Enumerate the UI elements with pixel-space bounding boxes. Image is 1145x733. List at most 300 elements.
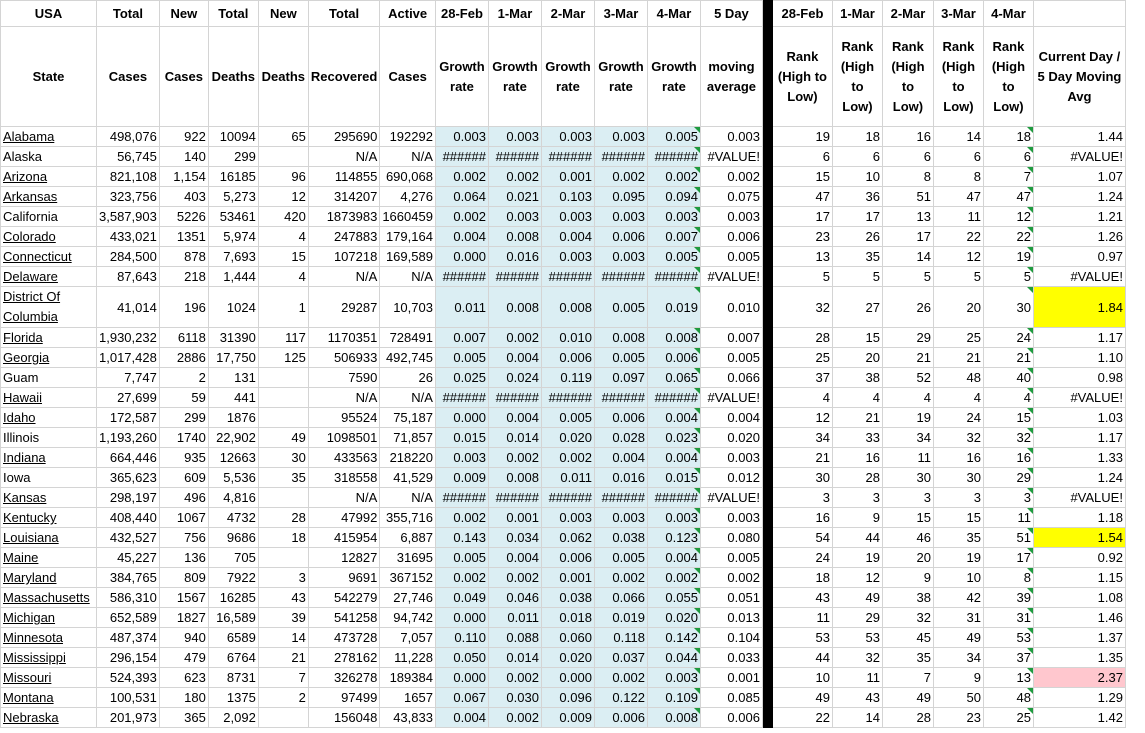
cell-rank-4mar[interactable]: 19 bbox=[983, 247, 1033, 267]
cell-rank-2mar[interactable]: 30 bbox=[882, 468, 933, 488]
cell-total-deaths[interactable]: 16285 bbox=[208, 588, 258, 608]
header-new-cases[interactable]: New bbox=[159, 1, 208, 27]
cell-current-vs-avg[interactable]: 0.98 bbox=[1033, 368, 1125, 388]
cell-moving-avg[interactable]: #VALUE! bbox=[700, 488, 762, 508]
cell-rank-3mar[interactable]: 32 bbox=[933, 428, 983, 448]
cell-growth-1mar[interactable]: 0.008 bbox=[488, 468, 541, 488]
cell-current-vs-avg[interactable]: 1.37 bbox=[1033, 628, 1125, 648]
subheader-growth-1mar[interactable]: Growth rate bbox=[488, 27, 541, 127]
subheader-growth-2mar[interactable]: Growth rate bbox=[541, 27, 594, 127]
cell-growth-28feb[interactable]: 0.005 bbox=[435, 548, 488, 568]
cell-rank-28feb[interactable]: 43 bbox=[772, 588, 832, 608]
cell-rank-3mar[interactable]: 23 bbox=[933, 708, 983, 728]
cell-rank-4mar[interactable]: 48 bbox=[983, 688, 1033, 708]
cell-rank-1mar[interactable]: 18 bbox=[832, 127, 882, 147]
cell-growth-3mar[interactable]: 0.118 bbox=[594, 628, 647, 648]
cell-current-vs-avg[interactable]: 1.03 bbox=[1033, 408, 1125, 428]
state-link[interactable]: Massachusetts bbox=[1, 588, 97, 608]
cell-growth-1mar[interactable]: 0.014 bbox=[488, 428, 541, 448]
cell-new-deaths[interactable]: 96 bbox=[258, 167, 308, 187]
header-growth-28feb[interactable]: 28-Feb bbox=[435, 1, 488, 27]
cell-rank-4mar[interactable]: 18 bbox=[983, 127, 1033, 147]
cell-moving-avg[interactable]: 0.033 bbox=[700, 648, 762, 668]
cell-current-vs-avg[interactable]: 1.44 bbox=[1033, 127, 1125, 147]
cell-total-cases[interactable]: 27,699 bbox=[97, 388, 160, 408]
cell-growth-28feb[interactable]: 0.002 bbox=[435, 167, 488, 187]
cell-current-vs-avg[interactable]: 1.26 bbox=[1033, 227, 1125, 247]
cell-rank-28feb[interactable]: 28 bbox=[772, 328, 832, 348]
cell-growth-1mar[interactable]: 0.004 bbox=[488, 408, 541, 428]
cell-growth-4mar[interactable]: 0.002 bbox=[647, 568, 700, 588]
cell-rank-1mar[interactable]: 49 bbox=[832, 588, 882, 608]
cell-growth-3mar[interactable]: 0.097 bbox=[594, 368, 647, 388]
cell-growth-4mar[interactable]: 0.004 bbox=[647, 448, 700, 468]
cell-moving-avg[interactable]: 0.007 bbox=[700, 328, 762, 348]
cell-total-cases[interactable]: 408,440 bbox=[97, 508, 160, 528]
cell-growth-28feb[interactable]: 0.000 bbox=[435, 408, 488, 428]
subheader-current-vs-avg[interactable]: Current Day / 5 Day Moving Avg bbox=[1033, 27, 1125, 127]
cell-growth-2mar[interactable]: 0.009 bbox=[541, 708, 594, 728]
cell-current-vs-avg[interactable]: 1.10 bbox=[1033, 348, 1125, 368]
cell-rank-1mar[interactable]: 32 bbox=[832, 648, 882, 668]
cell-new-deaths[interactable]: 7 bbox=[258, 668, 308, 688]
cell-growth-3mar[interactable]: 0.002 bbox=[594, 668, 647, 688]
cell-total-cases[interactable]: 284,500 bbox=[97, 247, 160, 267]
cell-growth-28feb[interactable]: ###### bbox=[435, 267, 488, 287]
cell-rank-4mar[interactable]: 4 bbox=[983, 388, 1033, 408]
cell-rank-3mar[interactable]: 34 bbox=[933, 648, 983, 668]
cell-active-cases[interactable]: N/A bbox=[380, 267, 436, 287]
cell-rank-4mar[interactable]: 13 bbox=[983, 668, 1033, 688]
cell-rank-3mar[interactable]: 15 bbox=[933, 508, 983, 528]
cell-rank-2mar[interactable]: 16 bbox=[882, 127, 933, 147]
cell-total-cases[interactable]: 3,587,903 bbox=[97, 207, 160, 227]
cell-growth-3mar[interactable]: 0.122 bbox=[594, 688, 647, 708]
cell-growth-1mar[interactable]: ###### bbox=[488, 147, 541, 167]
cell-new-deaths[interactable] bbox=[258, 488, 308, 508]
cell-rank-4mar[interactable]: 16 bbox=[983, 448, 1033, 468]
cell-moving-avg[interactable]: 0.020 bbox=[700, 428, 762, 448]
cell-rank-1mar[interactable]: 28 bbox=[832, 468, 882, 488]
cell-total-deaths[interactable]: 1375 bbox=[208, 688, 258, 708]
cell-new-deaths[interactable] bbox=[258, 708, 308, 728]
cell-growth-28feb[interactable]: 0.049 bbox=[435, 588, 488, 608]
cell-new-deaths[interactable]: 12 bbox=[258, 187, 308, 207]
cell-rank-4mar[interactable]: 22 bbox=[983, 227, 1033, 247]
cell-growth-3mar[interactable]: ###### bbox=[594, 147, 647, 167]
cell-new-cases[interactable]: 196 bbox=[159, 287, 208, 328]
cell-recovered[interactable]: 278162 bbox=[308, 648, 379, 668]
cell-new-cases[interactable]: 2 bbox=[159, 368, 208, 388]
cell-rank-28feb[interactable]: 47 bbox=[772, 187, 832, 207]
cell-total-cases[interactable]: 524,393 bbox=[97, 668, 160, 688]
cell-rank-4mar[interactable]: 21 bbox=[983, 348, 1033, 368]
state-link[interactable]: Alabama bbox=[1, 127, 97, 147]
cell-active-cases[interactable]: 4,276 bbox=[380, 187, 436, 207]
cell-growth-4mar[interactable]: 0.023 bbox=[647, 428, 700, 448]
cell-growth-2mar[interactable]: 0.103 bbox=[541, 187, 594, 207]
cell-recovered[interactable]: 542279 bbox=[308, 588, 379, 608]
cell-growth-1mar[interactable]: 0.014 bbox=[488, 648, 541, 668]
cell-growth-1mar[interactable]: 0.002 bbox=[488, 328, 541, 348]
cell-growth-4mar[interactable]: ###### bbox=[647, 147, 700, 167]
cell-new-deaths[interactable] bbox=[258, 408, 308, 428]
cell-growth-4mar[interactable]: 0.004 bbox=[647, 548, 700, 568]
cell-new-deaths[interactable]: 125 bbox=[258, 348, 308, 368]
cell-current-vs-avg[interactable]: 0.92 bbox=[1033, 548, 1125, 568]
cell-total-cases[interactable]: 45,227 bbox=[97, 548, 160, 568]
cell-total-deaths[interactable]: 1876 bbox=[208, 408, 258, 428]
state-link[interactable]: Hawaii bbox=[1, 388, 97, 408]
cell-total-deaths[interactable]: 4732 bbox=[208, 508, 258, 528]
cell-new-deaths[interactable]: 43 bbox=[258, 588, 308, 608]
cell-growth-4mar[interactable]: 0.002 bbox=[647, 167, 700, 187]
header-moving-avg[interactable]: 5 Day bbox=[700, 1, 762, 27]
cell-rank-1mar[interactable]: 44 bbox=[832, 528, 882, 548]
cell-growth-2mar[interactable]: 0.006 bbox=[541, 348, 594, 368]
cell-growth-1mar[interactable]: 0.008 bbox=[488, 287, 541, 328]
cell-rank-2mar[interactable]: 34 bbox=[882, 428, 933, 448]
subheader-active-cases[interactable]: Cases bbox=[380, 27, 436, 127]
cell-total-deaths[interactable]: 7,693 bbox=[208, 247, 258, 267]
subheader-growth-3mar[interactable]: Growth rate bbox=[594, 27, 647, 127]
cell-new-deaths[interactable]: 3 bbox=[258, 568, 308, 588]
cell-total-deaths[interactable]: 17,750 bbox=[208, 348, 258, 368]
cell-growth-4mar[interactable]: 0.094 bbox=[647, 187, 700, 207]
cell-rank-3mar[interactable]: 21 bbox=[933, 348, 983, 368]
cell-growth-28feb[interactable]: 0.002 bbox=[435, 568, 488, 588]
cell-new-deaths[interactable]: 30 bbox=[258, 448, 308, 468]
cell-rank-3mar[interactable]: 24 bbox=[933, 408, 983, 428]
subheader-rank-28feb[interactable]: Rank (High to Low) bbox=[772, 27, 832, 127]
cell-current-vs-avg[interactable]: 1.17 bbox=[1033, 328, 1125, 348]
cell-new-deaths[interactable]: 4 bbox=[258, 227, 308, 247]
cell-total-deaths[interactable]: 16185 bbox=[208, 167, 258, 187]
cell-growth-3mar[interactable]: 0.038 bbox=[594, 528, 647, 548]
cell-new-deaths[interactable] bbox=[258, 147, 308, 167]
cell-recovered[interactable]: 107218 bbox=[308, 247, 379, 267]
cell-moving-avg[interactable]: 0.003 bbox=[700, 448, 762, 468]
cell-growth-2mar[interactable]: 0.119 bbox=[541, 368, 594, 388]
subheader-recovered[interactable]: Recovered bbox=[308, 27, 379, 127]
cell-total-deaths[interactable]: 12663 bbox=[208, 448, 258, 468]
cell-growth-3mar[interactable]: 0.004 bbox=[594, 448, 647, 468]
cell-growth-2mar[interactable]: 0.003 bbox=[541, 127, 594, 147]
cell-rank-2mar[interactable]: 4 bbox=[882, 388, 933, 408]
cell-rank-2mar[interactable]: 7 bbox=[882, 668, 933, 688]
cell-rank-2mar[interactable]: 8 bbox=[882, 167, 933, 187]
cell-rank-1mar[interactable]: 17 bbox=[832, 207, 882, 227]
cell-total-cases[interactable]: 1,930,232 bbox=[97, 328, 160, 348]
cell-recovered[interactable]: 247883 bbox=[308, 227, 379, 247]
cell-recovered[interactable]: 95524 bbox=[308, 408, 379, 428]
cell-growth-1mar[interactable]: 0.002 bbox=[488, 448, 541, 468]
cell-growth-2mar[interactable]: 0.001 bbox=[541, 167, 594, 187]
cell-growth-4mar[interactable]: 0.142 bbox=[647, 628, 700, 648]
cell-rank-4mar[interactable]: 3 bbox=[983, 488, 1033, 508]
cell-growth-28feb[interactable]: 0.002 bbox=[435, 508, 488, 528]
cell-rank-28feb[interactable]: 37 bbox=[772, 368, 832, 388]
state-link[interactable]: Minnesota bbox=[1, 628, 97, 648]
cell-new-cases[interactable]: 136 bbox=[159, 548, 208, 568]
cell-rank-3mar[interactable]: 12 bbox=[933, 247, 983, 267]
cell-moving-avg[interactable]: #VALUE! bbox=[700, 147, 762, 167]
cell-total-deaths[interactable]: 441 bbox=[208, 388, 258, 408]
cell-moving-avg[interactable]: 0.012 bbox=[700, 468, 762, 488]
cell-total-deaths[interactable]: 8731 bbox=[208, 668, 258, 688]
cell-growth-3mar[interactable]: 0.037 bbox=[594, 648, 647, 668]
cell-growth-28feb[interactable]: 0.004 bbox=[435, 708, 488, 728]
cell-growth-1mar[interactable]: ###### bbox=[488, 267, 541, 287]
cell-active-cases[interactable]: 367152 bbox=[380, 568, 436, 588]
cell-total-cases[interactable]: 664,446 bbox=[97, 448, 160, 468]
cell-active-cases[interactable]: 71,857 bbox=[380, 428, 436, 448]
state-link[interactable]: Georgia bbox=[1, 348, 97, 368]
cell-total-deaths[interactable]: 131 bbox=[208, 368, 258, 388]
header-total-deaths[interactable]: Total bbox=[208, 1, 258, 27]
cell-active-cases[interactable]: 31695 bbox=[380, 548, 436, 568]
cell-new-deaths[interactable] bbox=[258, 368, 308, 388]
cell-growth-3mar[interactable]: 0.003 bbox=[594, 207, 647, 227]
cell-moving-avg[interactable]: 0.004 bbox=[700, 408, 762, 428]
cell-new-cases[interactable]: 180 bbox=[159, 688, 208, 708]
cell-total-deaths[interactable]: 16,589 bbox=[208, 608, 258, 628]
cell-total-cases[interactable]: 7,747 bbox=[97, 368, 160, 388]
cell-rank-4mar[interactable]: 30 bbox=[983, 287, 1033, 328]
cell-rank-28feb[interactable]: 21 bbox=[772, 448, 832, 468]
cell-growth-3mar[interactable]: 0.006 bbox=[594, 708, 647, 728]
cell-recovered[interactable]: 318558 bbox=[308, 468, 379, 488]
cell-total-cases[interactable]: 498,076 bbox=[97, 127, 160, 147]
cell-moving-avg[interactable]: 0.002 bbox=[700, 568, 762, 588]
cell-rank-1mar[interactable]: 15 bbox=[832, 328, 882, 348]
cell-active-cases[interactable]: N/A bbox=[380, 488, 436, 508]
cell-current-vs-avg[interactable]: 1.08 bbox=[1033, 588, 1125, 608]
cell-rank-3mar[interactable]: 25 bbox=[933, 328, 983, 348]
cell-recovered[interactable]: 29287 bbox=[308, 287, 379, 328]
cell-recovered[interactable]: 473728 bbox=[308, 628, 379, 648]
cell-rank-28feb[interactable]: 15 bbox=[772, 167, 832, 187]
cell-rank-1mar[interactable]: 14 bbox=[832, 708, 882, 728]
cell-recovered[interactable]: 97499 bbox=[308, 688, 379, 708]
cell-new-cases[interactable]: 1567 bbox=[159, 588, 208, 608]
cell-rank-28feb[interactable]: 17 bbox=[772, 207, 832, 227]
cell-rank-1mar[interactable]: 20 bbox=[832, 348, 882, 368]
cell-growth-3mar[interactable]: 0.095 bbox=[594, 187, 647, 207]
cell-growth-28feb[interactable]: 0.064 bbox=[435, 187, 488, 207]
cell-recovered[interactable]: 1170351 bbox=[308, 328, 379, 348]
state-link[interactable]: Idaho bbox=[1, 408, 97, 428]
cell-rank-28feb[interactable]: 32 bbox=[772, 287, 832, 328]
cell-rank-2mar[interactable]: 15 bbox=[882, 508, 933, 528]
cell-growth-4mar[interactable]: 0.004 bbox=[647, 408, 700, 428]
cell-current-vs-avg[interactable]: 1.18 bbox=[1033, 508, 1125, 528]
cell-total-deaths[interactable]: 10094 bbox=[208, 127, 258, 147]
cell-rank-1mar[interactable]: 29 bbox=[832, 608, 882, 628]
cell-rank-28feb[interactable]: 12 bbox=[772, 408, 832, 428]
cell-current-vs-avg[interactable]: 1.35 bbox=[1033, 648, 1125, 668]
cell-growth-28feb[interactable]: 0.005 bbox=[435, 348, 488, 368]
cell-growth-3mar[interactable]: 0.002 bbox=[594, 167, 647, 187]
cell-growth-2mar[interactable]: ###### bbox=[541, 388, 594, 408]
cell-growth-1mar[interactable]: 0.003 bbox=[488, 127, 541, 147]
cell-new-cases[interactable]: 756 bbox=[159, 528, 208, 548]
cell-rank-2mar[interactable]: 38 bbox=[882, 588, 933, 608]
state-link[interactable]: Guam bbox=[1, 368, 97, 388]
cell-growth-28feb[interactable]: 0.002 bbox=[435, 207, 488, 227]
cell-rank-3mar[interactable]: 48 bbox=[933, 368, 983, 388]
cell-recovered[interactable]: N/A bbox=[308, 147, 379, 167]
cell-growth-3mar[interactable]: ###### bbox=[594, 267, 647, 287]
subheader-rank-2mar[interactable]: Rank (High to Low) bbox=[882, 27, 933, 127]
cell-growth-4mar[interactable]: 0.007 bbox=[647, 227, 700, 247]
cell-current-vs-avg[interactable]: 1.24 bbox=[1033, 468, 1125, 488]
cell-rank-2mar[interactable]: 49 bbox=[882, 688, 933, 708]
cell-growth-2mar[interactable]: 0.001 bbox=[541, 568, 594, 588]
state-link[interactable]: Florida bbox=[1, 328, 97, 348]
cell-current-vs-avg[interactable]: #VALUE! bbox=[1033, 388, 1125, 408]
cell-rank-4mar[interactable]: 29 bbox=[983, 468, 1033, 488]
header-active-cases[interactable]: Active bbox=[380, 1, 436, 27]
cell-rank-3mar[interactable]: 9 bbox=[933, 668, 983, 688]
cell-growth-28feb[interactable]: 0.000 bbox=[435, 668, 488, 688]
cell-growth-1mar[interactable]: 0.001 bbox=[488, 508, 541, 528]
cell-rank-28feb[interactable]: 44 bbox=[772, 648, 832, 668]
cell-active-cases[interactable]: 355,716 bbox=[380, 508, 436, 528]
cell-total-deaths[interactable]: 6764 bbox=[208, 648, 258, 668]
cell-moving-avg[interactable]: 0.066 bbox=[700, 368, 762, 388]
cell-rank-28feb[interactable]: 6 bbox=[772, 147, 832, 167]
cell-growth-4mar[interactable]: 0.015 bbox=[647, 468, 700, 488]
state-link[interactable]: Louisiana bbox=[1, 528, 97, 548]
cell-current-vs-avg[interactable]: 1.33 bbox=[1033, 448, 1125, 468]
cell-moving-avg[interactable]: 0.005 bbox=[700, 548, 762, 568]
cell-rank-2mar[interactable]: 6 bbox=[882, 147, 933, 167]
cell-total-cases[interactable]: 433,021 bbox=[97, 227, 160, 247]
cell-rank-1mar[interactable]: 5 bbox=[832, 267, 882, 287]
subheader-rank-4mar[interactable]: Rank (High to Low) bbox=[983, 27, 1033, 127]
cell-active-cases[interactable]: 27,746 bbox=[380, 588, 436, 608]
cell-rank-3mar[interactable]: 19 bbox=[933, 548, 983, 568]
cell-rank-4mar[interactable]: 32 bbox=[983, 428, 1033, 448]
cell-new-cases[interactable]: 479 bbox=[159, 648, 208, 668]
header-growth-4mar[interactable]: 4-Mar bbox=[647, 1, 700, 27]
cell-rank-4mar[interactable]: 53 bbox=[983, 628, 1033, 648]
state-link[interactable]: Iowa bbox=[1, 468, 97, 488]
cell-current-vs-avg[interactable]: 1.84 bbox=[1033, 287, 1125, 328]
cell-growth-28feb[interactable]: 0.000 bbox=[435, 247, 488, 267]
cell-rank-1mar[interactable]: 53 bbox=[832, 628, 882, 648]
cell-growth-2mar[interactable]: 0.004 bbox=[541, 227, 594, 247]
cell-growth-2mar[interactable]: ###### bbox=[541, 147, 594, 167]
cell-new-deaths[interactable]: 49 bbox=[258, 428, 308, 448]
cell-recovered[interactable]: 7590 bbox=[308, 368, 379, 388]
cell-growth-4mar[interactable]: 0.005 bbox=[647, 127, 700, 147]
cell-moving-avg[interactable]: 0.013 bbox=[700, 608, 762, 628]
cell-total-cases[interactable]: 652,589 bbox=[97, 608, 160, 628]
cell-active-cases[interactable]: 169,589 bbox=[380, 247, 436, 267]
cell-new-deaths[interactable]: 65 bbox=[258, 127, 308, 147]
cell-total-deaths[interactable]: 4,816 bbox=[208, 488, 258, 508]
cell-rank-3mar[interactable]: 8 bbox=[933, 167, 983, 187]
cell-growth-4mar[interactable]: 0.019 bbox=[647, 287, 700, 328]
cell-moving-avg[interactable]: 0.085 bbox=[700, 688, 762, 708]
cell-rank-28feb[interactable]: 19 bbox=[772, 127, 832, 147]
cell-growth-2mar[interactable]: 0.020 bbox=[541, 428, 594, 448]
header-growth-2mar[interactable]: 2-Mar bbox=[541, 1, 594, 27]
cell-active-cases[interactable]: 192292 bbox=[380, 127, 436, 147]
cell-growth-1mar[interactable]: 0.002 bbox=[488, 708, 541, 728]
cell-moving-avg[interactable]: 0.003 bbox=[700, 127, 762, 147]
cell-moving-avg[interactable]: 0.104 bbox=[700, 628, 762, 648]
cell-rank-1mar[interactable]: 10 bbox=[832, 167, 882, 187]
state-link[interactable]: Michigan bbox=[1, 608, 97, 628]
cell-new-deaths[interactable]: 2 bbox=[258, 688, 308, 708]
cell-moving-avg[interactable]: 0.075 bbox=[700, 187, 762, 207]
subheader-moving-avg[interactable]: moving average bbox=[700, 27, 762, 127]
cell-current-vs-avg[interactable]: #VALUE! bbox=[1033, 267, 1125, 287]
cell-rank-2mar[interactable]: 11 bbox=[882, 448, 933, 468]
cell-recovered[interactable]: 1098501 bbox=[308, 428, 379, 448]
cell-moving-avg[interactable]: 0.003 bbox=[700, 508, 762, 528]
cell-active-cases[interactable]: 6,887 bbox=[380, 528, 436, 548]
cell-new-cases[interactable]: 1827 bbox=[159, 608, 208, 628]
cell-total-cases[interactable]: 487,374 bbox=[97, 628, 160, 648]
cell-total-cases[interactable]: 365,623 bbox=[97, 468, 160, 488]
cell-growth-4mar[interactable]: 0.055 bbox=[647, 588, 700, 608]
cell-rank-4mar[interactable]: 31 bbox=[983, 608, 1033, 628]
cell-new-deaths[interactable] bbox=[258, 388, 308, 408]
cell-growth-2mar[interactable]: ###### bbox=[541, 488, 594, 508]
cell-rank-3mar[interactable]: 31 bbox=[933, 608, 983, 628]
cell-recovered[interactable]: 326278 bbox=[308, 668, 379, 688]
cell-total-deaths[interactable]: 22,902 bbox=[208, 428, 258, 448]
cell-current-vs-avg[interactable]: 1.17 bbox=[1033, 428, 1125, 448]
cell-rank-28feb[interactable]: 5 bbox=[772, 267, 832, 287]
cell-active-cases[interactable]: 94,742 bbox=[380, 608, 436, 628]
cell-rank-3mar[interactable]: 42 bbox=[933, 588, 983, 608]
cell-recovered[interactable]: N/A bbox=[308, 388, 379, 408]
cell-growth-4mar[interactable]: 0.003 bbox=[647, 207, 700, 227]
cell-active-cases[interactable]: 41,529 bbox=[380, 468, 436, 488]
cell-recovered[interactable]: 314207 bbox=[308, 187, 379, 207]
cell-total-cases[interactable]: 41,014 bbox=[97, 287, 160, 328]
cell-new-cases[interactable]: 218 bbox=[159, 267, 208, 287]
cell-active-cases[interactable]: 189384 bbox=[380, 668, 436, 688]
cell-rank-3mar[interactable]: 49 bbox=[933, 628, 983, 648]
cell-rank-28feb[interactable]: 3 bbox=[772, 488, 832, 508]
cell-current-vs-avg[interactable]: 0.97 bbox=[1033, 247, 1125, 267]
cell-rank-3mar[interactable]: 6 bbox=[933, 147, 983, 167]
cell-rank-1mar[interactable]: 16 bbox=[832, 448, 882, 468]
cell-active-cases[interactable]: 690,068 bbox=[380, 167, 436, 187]
state-link[interactable]: Nebraska bbox=[1, 708, 97, 728]
cell-active-cases[interactable]: 1660459 bbox=[380, 207, 436, 227]
cell-new-deaths[interactable]: 4 bbox=[258, 267, 308, 287]
header-growth-1mar[interactable]: 1-Mar bbox=[488, 1, 541, 27]
cell-recovered[interactable]: 9691 bbox=[308, 568, 379, 588]
cell-total-cases[interactable]: 586,310 bbox=[97, 588, 160, 608]
cell-growth-2mar[interactable]: 0.003 bbox=[541, 508, 594, 528]
cell-growth-28feb[interactable]: 0.110 bbox=[435, 628, 488, 648]
cell-growth-4mar[interactable]: 0.008 bbox=[647, 328, 700, 348]
cell-growth-1mar[interactable]: 0.002 bbox=[488, 167, 541, 187]
cell-rank-28feb[interactable]: 11 bbox=[772, 608, 832, 628]
cell-active-cases[interactable]: N/A bbox=[380, 147, 436, 167]
cell-rank-2mar[interactable]: 35 bbox=[882, 648, 933, 668]
cell-rank-4mar[interactable]: 12 bbox=[983, 207, 1033, 227]
subheader-total-cases[interactable]: Cases bbox=[97, 27, 160, 127]
